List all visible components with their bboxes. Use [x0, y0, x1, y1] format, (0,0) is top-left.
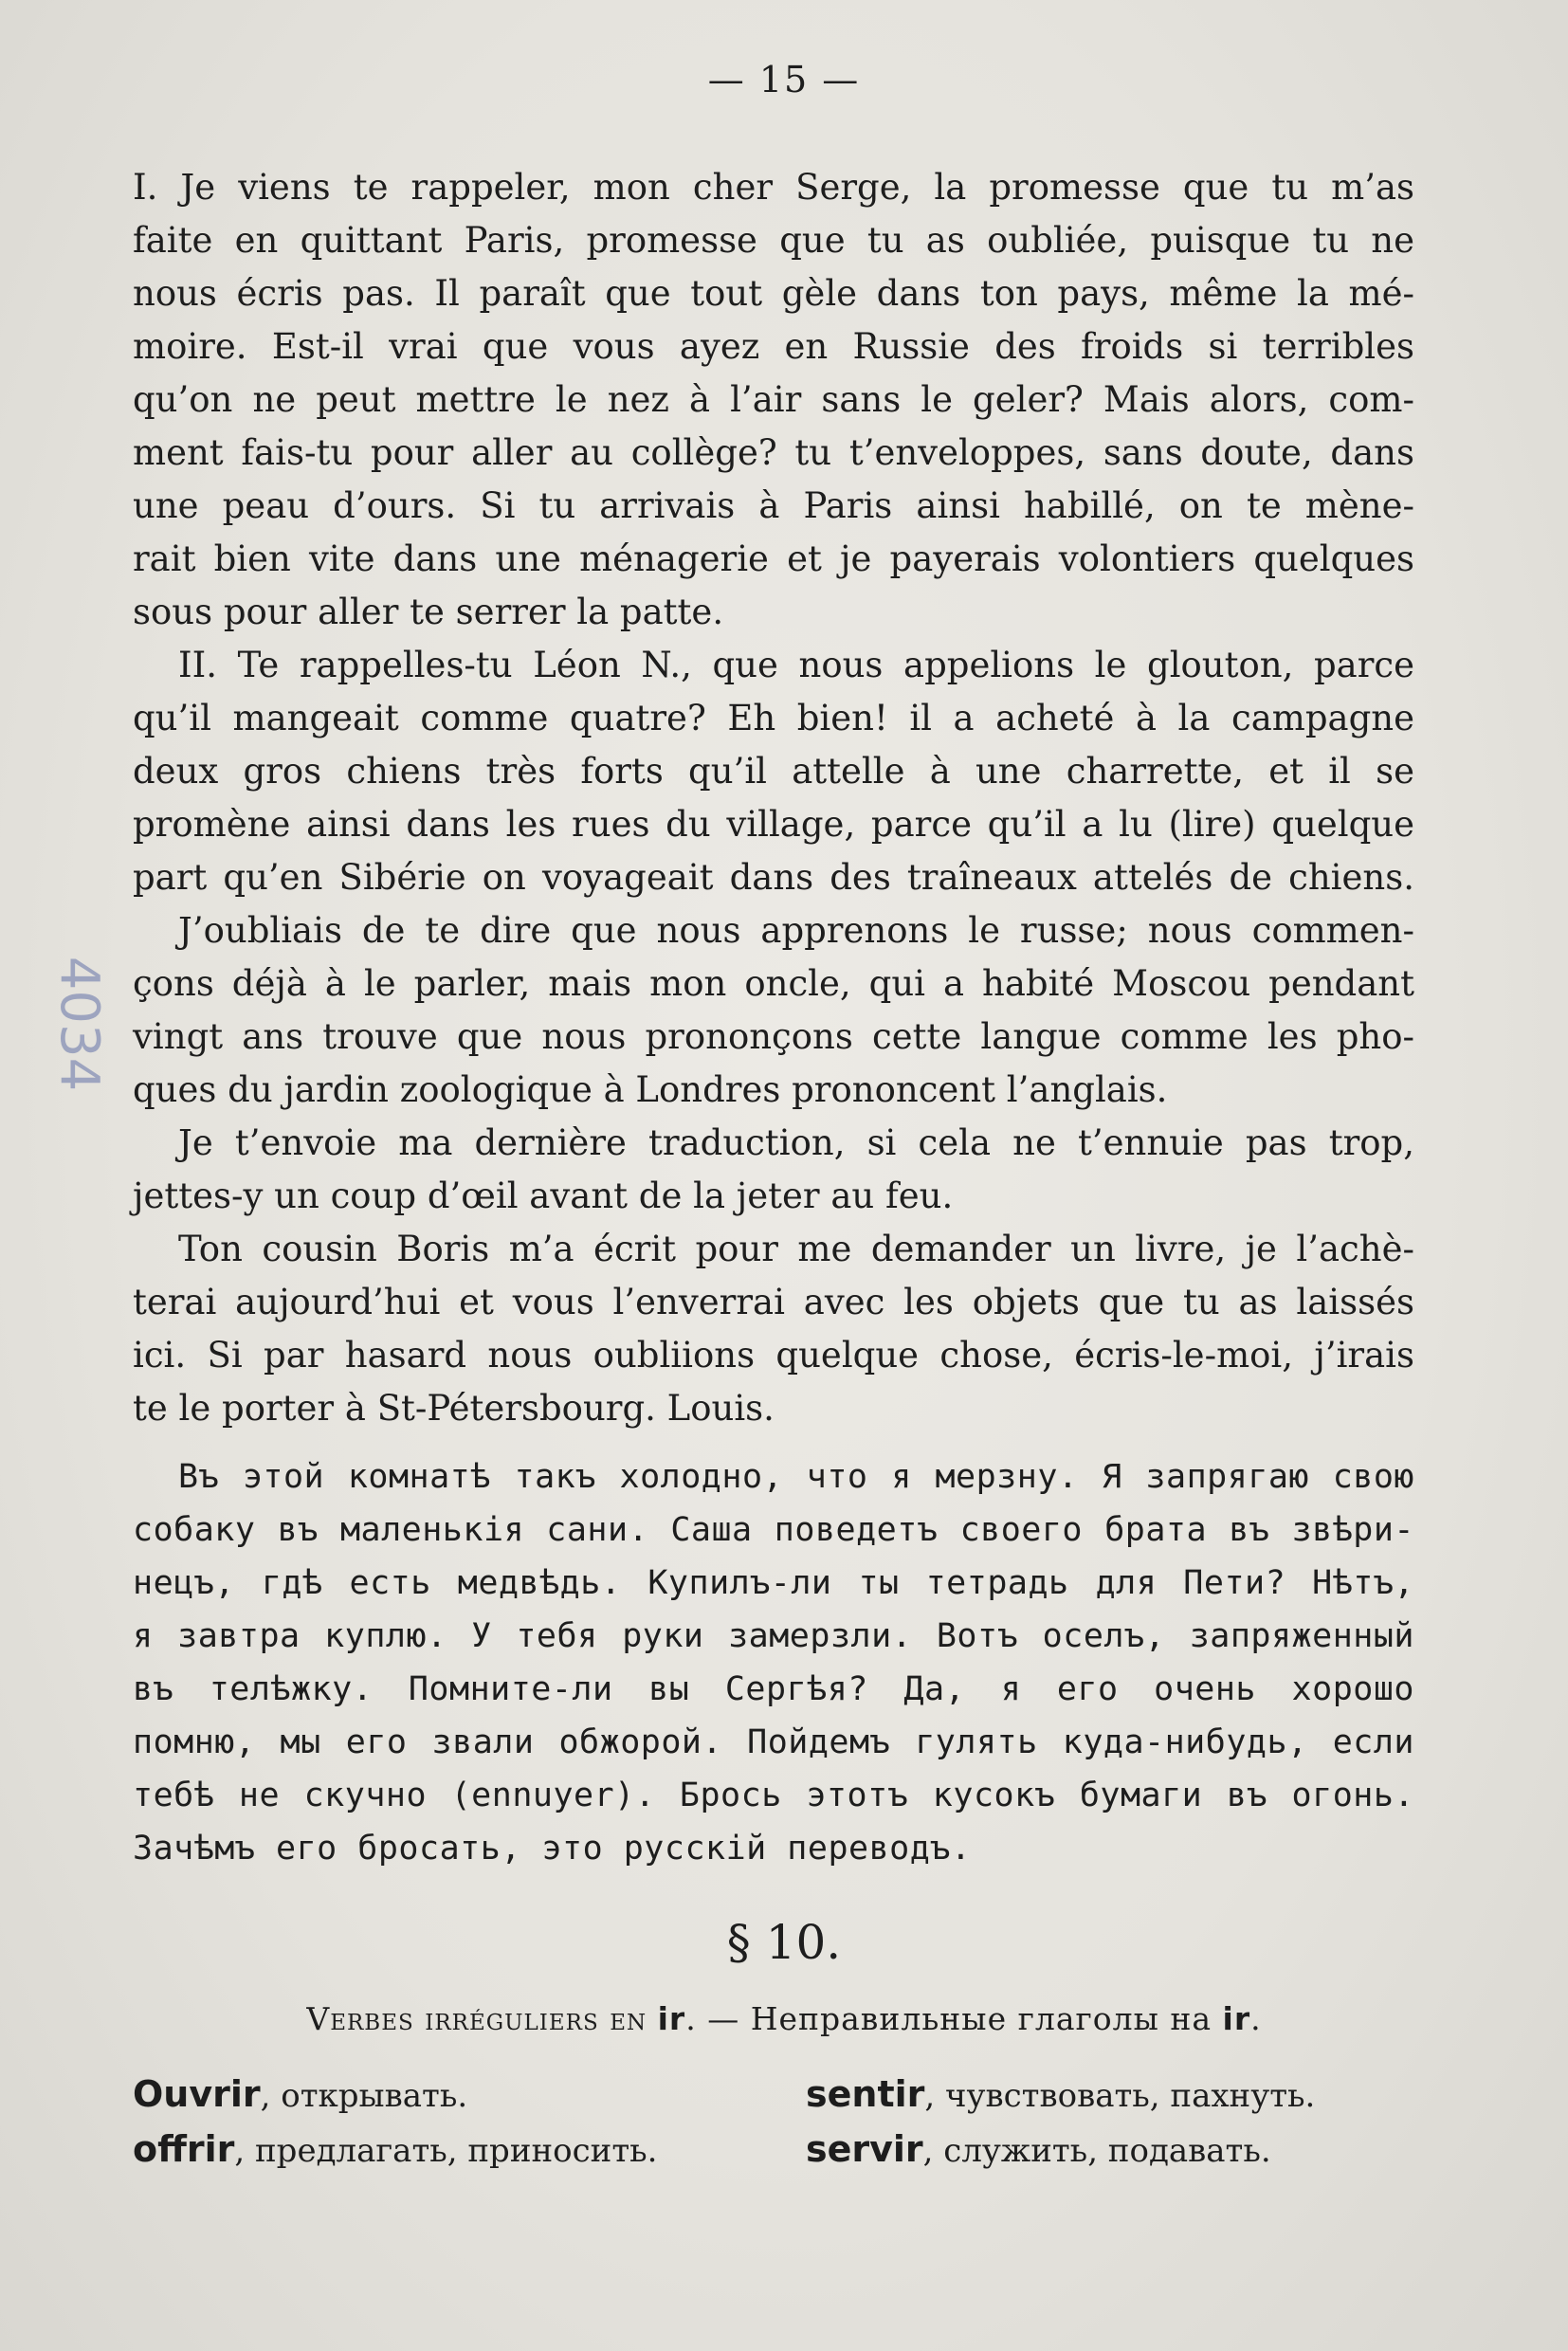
text-line: въ телѣжку. Помните-ли вы Сергѣя? Да, я его очень хорошо	[133, 1670, 1414, 1708]
text-line: помню, мы его звали обжорой. Пойдемъ гулять куда-нибудь, если	[133, 1723, 1414, 1761]
heading-russian: Неправильные глаголы на	[750, 2000, 1223, 2037]
text-line: faite en quittant Paris, promesse que tu as oubliée, puisque tu ne	[133, 220, 1414, 261]
text-line: я завтра куплю. У тебя руки замерзли. Вотъ оселъ, запряженный	[133, 1617, 1414, 1655]
text-line: ment fais-tu pour aller au collège? tu t’enveloppes, sans doute, dans	[133, 432, 1414, 473]
text-line: promène ainsi dans les rues du village, parce qu’il a lu (lire) quelque	[133, 804, 1414, 845]
verb-entry	[806, 2067, 1315, 2123]
text-line: qu’il mangeait comme quatre? Eh bien! il a acheté à la campagne	[133, 698, 1414, 738]
text-line: собаку въ маленькія сани. Саша поведетъ своего брата въ звѣри-	[133, 1511, 1414, 1549]
text-line: çons déjà à le parler, mais mon oncle, qui a habité Moscou pendant	[133, 963, 1414, 1004]
text-line: Ton cousin Boris m’a écrit pour me demander un livre, je l’achè-	[178, 1229, 1414, 1269]
verb-meaning: , служить, подавать.	[922, 2132, 1271, 2170]
verb-word: sentir	[806, 2073, 925, 2115]
text-line: part qu’en Sibérie on voyageait dans des traîneaux attelés de chiens.	[133, 857, 1414, 898]
section-heading	[190, 2000, 1378, 2037]
heading-french: Verbes irréguliers en	[306, 2000, 658, 2037]
heading-end: .	[1250, 2000, 1262, 2037]
verb-list	[133, 2067, 1431, 2177]
verb-word: Ouvrir	[133, 2073, 261, 2115]
russian-exercise-text	[133, 1450, 1414, 1875]
text-line: nous écris pas. Il paraît que tout gèle dans ton pays, même la mé-	[133, 273, 1414, 314]
text-line: J’oubliais de te dire que nous apprenons le russe; nous commen-	[178, 910, 1414, 951]
margin-mark-text: 4034	[48, 956, 110, 1092]
text-line: une peau d’ours. Si tu arrivais à Paris ainsi habillé, on te mène-	[133, 485, 1414, 526]
verb-entry	[133, 2122, 657, 2178]
verb-row	[133, 2122, 1431, 2177]
text-line: I. Je viens te rappeler, mon cher Serge, la promesse que tu m’as	[133, 167, 1414, 208]
text-line: te le porter à St-Pétersbourg. Louis.	[133, 1388, 775, 1429]
verb-word: offrir	[133, 2128, 235, 2170]
text-line: Въ этой комнатѣ такъ холодно, что я мерзну. Я запрягаю свою	[178, 1458, 1414, 1496]
text-line: deux gros chiens très forts qu’il attelle à une charrette, et il se	[133, 751, 1414, 792]
text-line: Зачѣмъ его бросать, это русскій переводъ.	[133, 1830, 972, 1868]
text-line: ques du jardin zoologique à Londres prononcent l’anglais.	[133, 1069, 1168, 1110]
verb-entry	[806, 2122, 1271, 2178]
verb-meaning: , предлагать, приносить.	[234, 2132, 658, 2170]
heading-russian-bold: ir	[1222, 2000, 1251, 2037]
margin-handwritten-mark	[38, 882, 110, 1166]
page-number: — 15 —	[707, 59, 861, 100]
verb-word: servir	[806, 2128, 923, 2170]
text-line: Je t’envoie ma dernière traduction, si cela ne t’ennuie pas trop,	[178, 1122, 1414, 1163]
heading-separator: . —	[685, 2000, 751, 2037]
text-line: moire. Est-il vrai que vous ayez en Russie des froids si terribles	[133, 326, 1414, 367]
text-line: terai aujourd’hui et vous l’enverrai avec les objets que tu as laissés	[133, 1282, 1414, 1322]
section-title: § 10.	[726, 1915, 842, 1970]
french-exercise-text	[133, 161, 1414, 1435]
text-line: нецъ, гдѣ есть медвѣдь. Купилъ-ли ты тетрадь для Пети? Нѣтъ,	[133, 1564, 1414, 1602]
text-line: jettes-y un coup d’œil avant de la jeter au feu.	[133, 1176, 954, 1216]
heading-french-bold: ir	[657, 2000, 686, 2037]
text-line: rait bien vite dans une ménagerie et je payerais volontiers quelques	[133, 538, 1414, 579]
text-line: vingt ans trouve que nous prononçons cette langue comme les pho-	[133, 1016, 1414, 1057]
verb-meaning: , чувствовать, пахнуть.	[924, 2077, 1316, 2115]
verb-meaning: , открывать.	[260, 2077, 468, 2115]
verb-entry	[133, 2067, 467, 2123]
text-line: qu’on ne peut mettre le nez à l’air sans le geler? Mais alors, com-	[133, 379, 1414, 420]
text-line: ici. Si par hasard nous oubliions quelque chose, écris-le-moi, j’irais	[133, 1335, 1414, 1376]
text-line: sous pour aller te serrer la patte.	[133, 592, 724, 632]
verb-row	[133, 2067, 1431, 2122]
text-line: тебѣ не скучно (ennuyer). Брось этотъ кусокъ бумаги въ огонь.	[133, 1777, 1414, 1814]
text-line: II. Te rappelles-tu Léon N., que nous appelions le glouton, parce	[178, 645, 1414, 685]
